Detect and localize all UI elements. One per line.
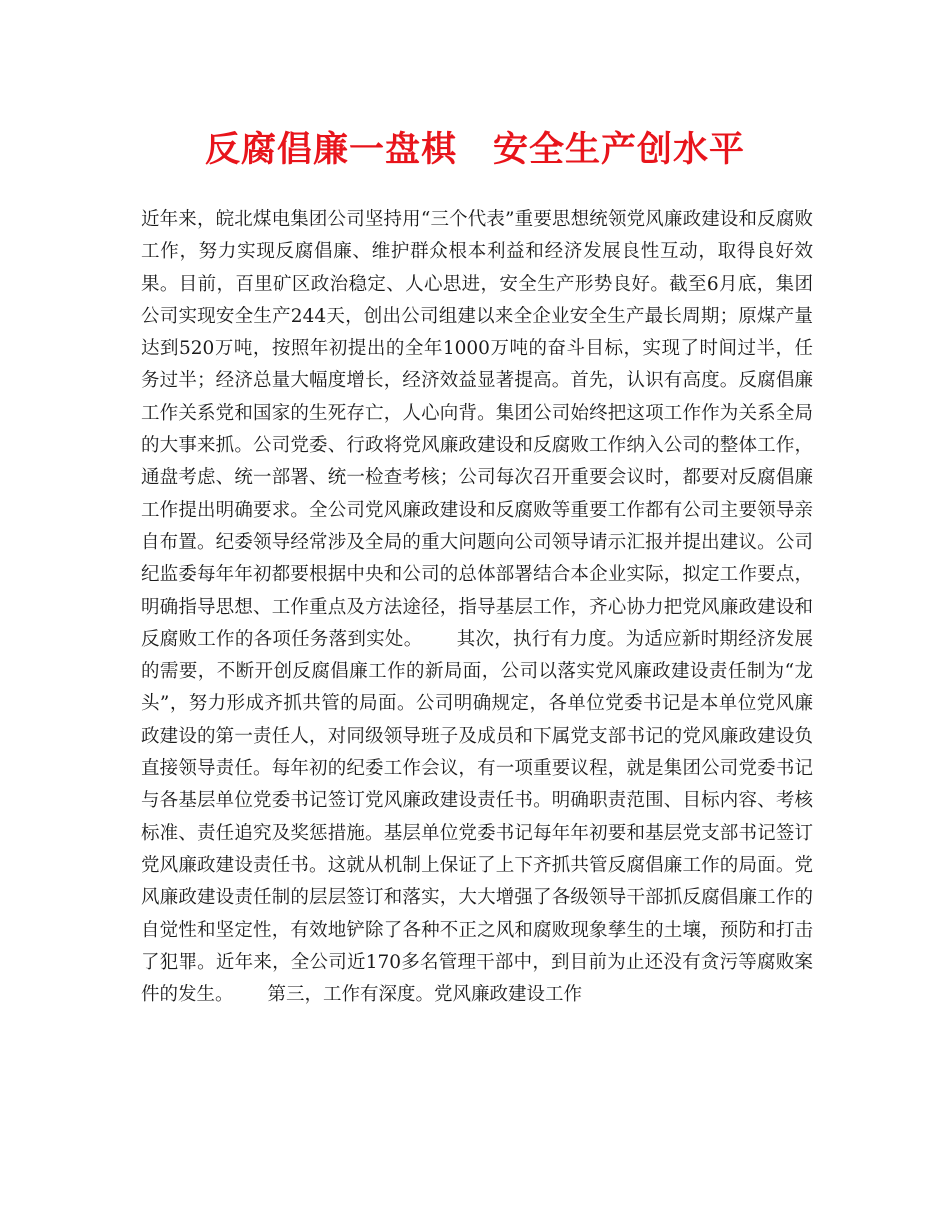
body-paragraph <box>141 204 813 1011</box>
document-title: 反腐倡廉一盘棋 安全生产创水平 <box>204 129 745 170</box>
paragraph-2-text: 其次，执行有力度。为适应新时期经济发展的需要，不断开创反腐倡廉工作的新局面，公司以落实党风廉政建设责任制为“龙头”，努力形成齐抓共管的局面。公司明确规定，各单位党委书记是本单位党风廉政建设的第一责任人，对同级领导班子及成员和下属党支部书记的党风廉政建设负直接领导责任。每年初的纪委工作会议，有一项重要议程，就是集团公司党委书记与各基层单位党委书记签订党风廉政建设责任书。明确职责范围、目标内容、考核标准、责任追究及奖惩措施。基层单位党委书记每年年初要和基层党支部书记签订党风廉政建设责任书。这就从机制上保证了上下齐抓共管反腐倡廉工作的局面。党风廉政建设责任制的层层签订和落实，大大增强了各级领导干部抓反腐倡廉工作的自觉性和坚定性，有效地铲除了各种不正之风和腐败现象孳生的土壤，预防和打击了犯罪。近年来，全公司近170多名管理干部中，到目前为止还没有贪污等腐败案件的发生。 <box>141 628 813 1006</box>
paragraph-3-text: 第三，工作有深度。党风廉政建设工作 <box>267 984 583 1006</box>
document-body <box>141 204 813 1011</box>
paragraph-1-text: 近年来，皖北煤电集团公司坚持用“三个代表”重要思想统领党风廉政建设和反腐败工作，努力实现反腐倡廉、维护群众根本利益和经济发展良性互动，取得良好效果。目前，百里矿区政治稳定、人心思进，安全生产形势良好。截至6月底，集团公司实现安全生产244天，创出公司组建以来全企业安全生产最长周期；原煤产量达到520万吨，按照年初提出的全年1000万吨的奋斗目标，实现了时间过半，任务过半；经济总量大幅度增长，经济效益显著提高。首先，认识有高度。反腐倡廉工作关系党和国家的生死存亡，人心向背。集团公司始终把这项工作作为关系全局的大事来抓。公司党委、行政将党风廉政建设和反腐败工作纳入公司的整体工作，通盘考虑、统一部署、统一检查考核；公司每次召开重要会议时，都要对反腐倡廉工作提出明确要求。全公司党风廉政建设和反腐败等重要工作都有公司主要领导亲自布置。纪委领导经常涉及全局的重大问题向公司领导请示汇报并提出建议。公司纪监委每年年初都要根据中央和公司的总体部署结合本企业实际，拟定工作要点，明确指导思想、工作重点及方法途径，指导基层工作，齐心协力把党风廉政建设和反腐败工作的各项任务落到实处。 <box>141 209 813 650</box>
